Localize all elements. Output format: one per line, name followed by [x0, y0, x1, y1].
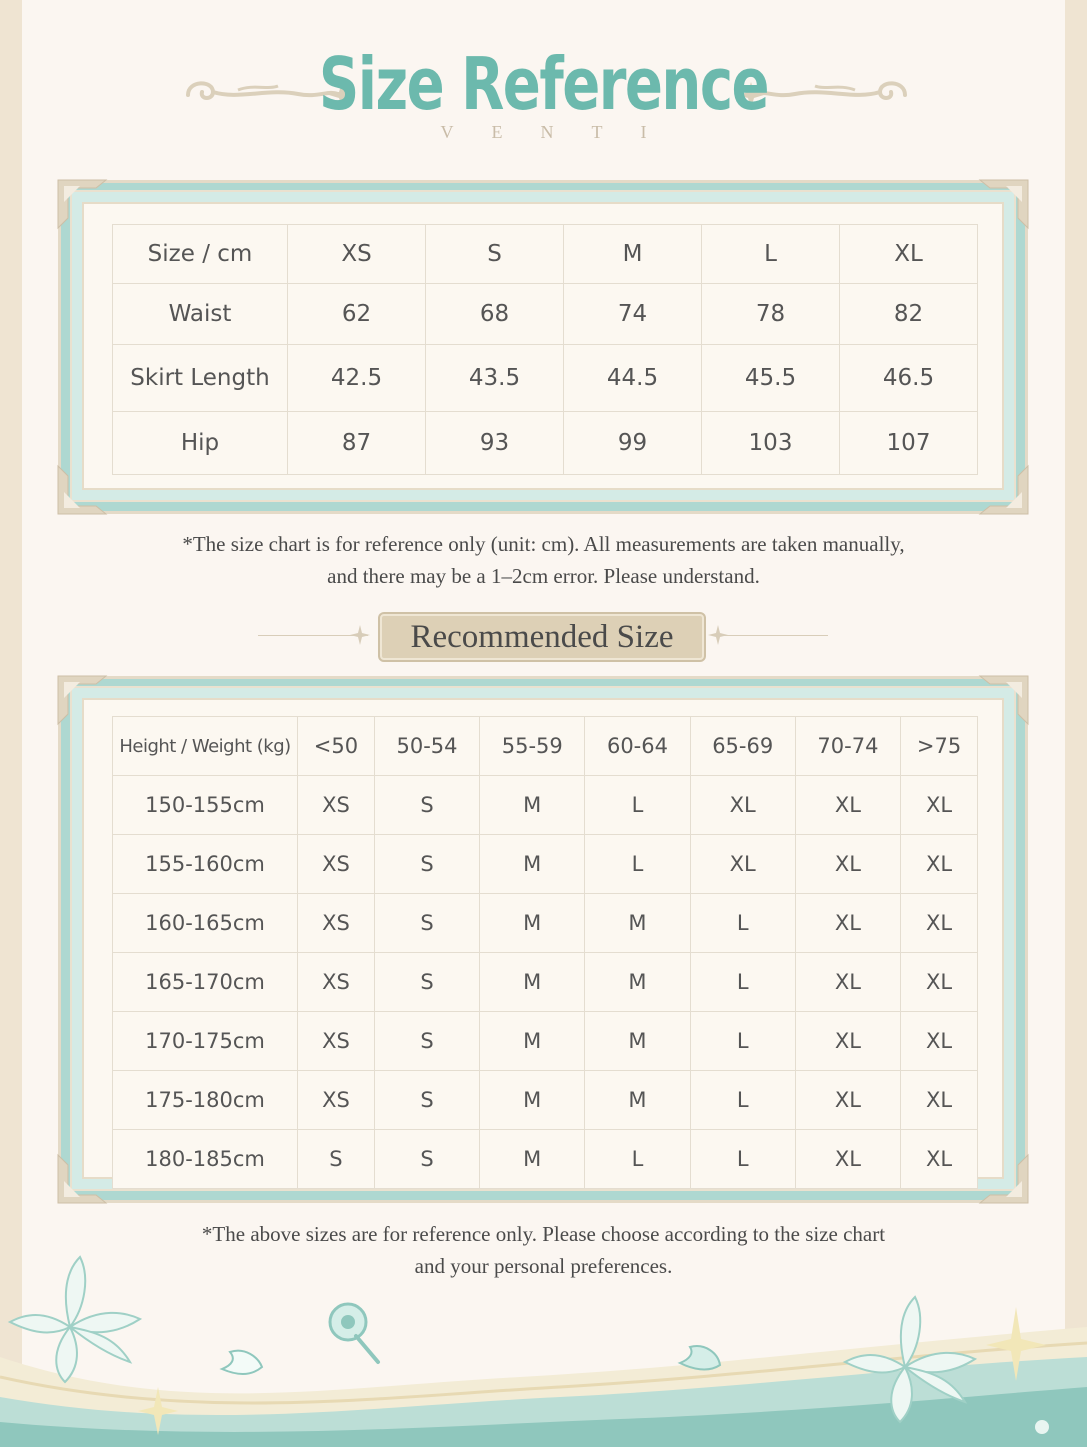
header-cell: 70-74 — [795, 717, 900, 776]
table-cell: 74 — [564, 284, 702, 345]
corner-ornament-icon — [976, 674, 1030, 728]
leaf-icon — [222, 1351, 262, 1374]
table-row — [113, 1130, 978, 1189]
table-row — [113, 284, 978, 345]
row-label: 155-160cm — [113, 835, 298, 894]
table-cell: L — [690, 1071, 795, 1130]
table-row — [113, 953, 978, 1012]
sparkle-icon — [708, 625, 728, 645]
table-cell: S — [374, 1130, 479, 1189]
table-cell: XL — [795, 1071, 900, 1130]
header-cell: 50-54 — [374, 717, 479, 776]
table-row — [113, 776, 978, 835]
table-cell: 62 — [288, 284, 426, 345]
table-cell: S — [374, 835, 479, 894]
table-cell: XS — [298, 1071, 375, 1130]
table-cell: L — [690, 894, 795, 953]
row-label: Hip — [113, 412, 288, 475]
header-cell: <50 — [298, 717, 375, 776]
table-cell: XS — [298, 1012, 375, 1071]
table-cell: XL — [795, 1130, 900, 1189]
size-chart-note — [0, 528, 1087, 592]
pinwheel-icon — [330, 1304, 378, 1362]
table-cell: XL — [795, 953, 900, 1012]
table-row — [113, 1012, 978, 1071]
table-row — [113, 835, 978, 894]
table-cell: L — [585, 1130, 690, 1189]
table-cell: S — [374, 1012, 479, 1071]
size-chart-table — [112, 224, 978, 475]
title-text: Size Reference — [318, 42, 769, 126]
row-label: 160-165cm — [113, 894, 298, 953]
corner-ornament-icon — [976, 462, 1030, 516]
table-cell: M — [480, 1130, 585, 1189]
corner-ornament-icon — [976, 1151, 1030, 1205]
table-cell: M — [480, 776, 585, 835]
corner-ornament-icon — [56, 462, 110, 516]
table-cell: XL — [690, 776, 795, 835]
table-cell: 87 — [288, 412, 426, 475]
table-cell: XL — [690, 835, 795, 894]
table-row — [113, 1071, 978, 1130]
table-row — [113, 345, 978, 412]
table-cell: XL — [901, 894, 978, 953]
table-cell: S — [374, 894, 479, 953]
table-cell: XL — [795, 894, 900, 953]
corner-ornament-icon — [976, 178, 1030, 232]
table-cell: S — [374, 953, 479, 1012]
table-cell: XL — [901, 1071, 978, 1130]
table-cell: 46.5 — [840, 345, 978, 412]
table-header-row — [113, 717, 978, 776]
header-cell: L — [702, 225, 840, 284]
table-cell: 43.5 — [426, 345, 564, 412]
table-cell: M — [585, 1012, 690, 1071]
corner-ornament-icon — [56, 1151, 110, 1205]
table-cell: XL — [901, 776, 978, 835]
table-cell: L — [585, 776, 690, 835]
character-subtitle: VENTI — [440, 122, 685, 142]
table-cell: 42.5 — [288, 345, 426, 412]
row-label: 165-170cm — [113, 953, 298, 1012]
note-line: *The size chart is for reference only (unit: cm). All measurements are taken manually, — [182, 532, 905, 556]
row-label: Skirt Length — [113, 345, 288, 412]
header-cell: M — [564, 225, 702, 284]
note-line: *The above sizes are for reference only. Please choose according to the size chart — [201, 1222, 886, 1246]
table-cell: XL — [901, 953, 978, 1012]
corner-ornament-icon — [56, 674, 110, 728]
note-line: and there may be a 1–2cm error. Please understand. — [327, 564, 760, 588]
table-cell: L — [690, 953, 795, 1012]
recommended-size-frame — [58, 676, 1028, 1203]
header-cell: 65-69 — [690, 717, 795, 776]
header-cell: 55-59 — [480, 717, 585, 776]
recommended-size-table — [112, 716, 978, 1189]
dot-icon — [1035, 1420, 1049, 1434]
lily-flower-icon — [10, 1257, 140, 1382]
table-cell: S — [374, 1071, 479, 1130]
row-label: 170-175cm — [113, 1012, 298, 1071]
note-line: and your personal preferences. — [414, 1254, 673, 1278]
leaf-icon — [680, 1346, 720, 1369]
header-cell: >75 — [901, 717, 978, 776]
table-cell: M — [585, 1071, 690, 1130]
table-cell: 78 — [702, 284, 840, 345]
row-label: Waist — [113, 284, 288, 345]
table-cell: M — [480, 1071, 585, 1130]
table-cell: L — [690, 1012, 795, 1071]
table-cell: M — [480, 1012, 585, 1071]
size-chart-frame — [58, 180, 1028, 514]
corner-ornament-icon — [56, 178, 110, 232]
row-label: 150-155cm — [113, 776, 298, 835]
table-cell: XL — [795, 835, 900, 894]
table-cell: XL — [901, 835, 978, 894]
table-cell: XL — [901, 1130, 978, 1189]
table-cell: 82 — [840, 284, 978, 345]
table-cell: S — [298, 1130, 375, 1189]
header-cell: XS — [288, 225, 426, 284]
banner-plate — [380, 614, 704, 660]
table-cell: 107 — [840, 412, 978, 475]
row-label: 175-180cm — [113, 1071, 298, 1130]
table-cell: 93 — [426, 412, 564, 475]
header-cell: 60-64 — [585, 717, 690, 776]
table-cell: XL — [795, 1012, 900, 1071]
table-cell: M — [480, 835, 585, 894]
banner-title: Recommended Size — [410, 618, 674, 655]
table-cell: XL — [795, 776, 900, 835]
table-row — [113, 894, 978, 953]
table-cell: XS — [298, 776, 375, 835]
row-label: 180-185cm — [113, 1130, 298, 1189]
table-cell: M — [585, 894, 690, 953]
table-cell: S — [374, 776, 479, 835]
table-cell: XS — [298, 953, 375, 1012]
table-cell: 45.5 — [702, 345, 840, 412]
table-cell: M — [480, 894, 585, 953]
table-cell: M — [585, 953, 690, 1012]
recommended-size-banner — [258, 610, 828, 660]
table-cell: XL — [901, 1012, 978, 1071]
page-title — [0, 40, 1087, 128]
header-cell: Size / cm — [113, 225, 288, 284]
table-header-row — [113, 225, 978, 284]
table-cell: XS — [298, 835, 375, 894]
floral-wave-decoration — [0, 1247, 1087, 1447]
table-cell: XS — [298, 894, 375, 953]
table-row — [113, 412, 978, 475]
sparkle-icon — [350, 625, 370, 645]
table-cell: 103 — [702, 412, 840, 475]
header-cell: XL — [840, 225, 978, 284]
header-cell: S — [426, 225, 564, 284]
table-cell: 44.5 — [564, 345, 702, 412]
table-cell: 99 — [564, 412, 702, 475]
table-cell: 68 — [426, 284, 564, 345]
header-cell: Height / Weight (kg) — [113, 717, 298, 776]
table-cell: L — [690, 1130, 795, 1189]
table-cell: L — [585, 835, 690, 894]
table-cell: M — [480, 953, 585, 1012]
